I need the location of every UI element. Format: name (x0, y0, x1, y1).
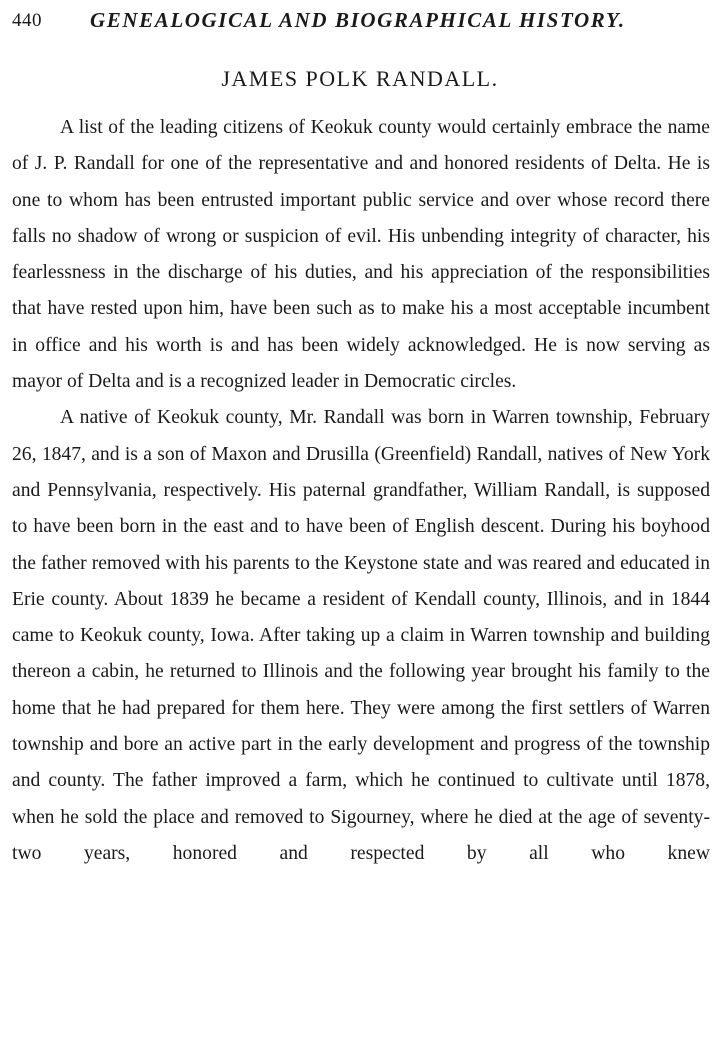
paragraph-2: A native of Keokuk county, Mr. Randall was born in Warren township, February 26, 1847, and is a son of Maxon and Drusilla (Greenfield) Randall, natives of New York and Pennsylvania, respectively. His paternal grandfather, William Randall, is supposed to have been born in the east and to have been of English descent. During his boyhood the father removed with his parents to the Keystone state and was reared and educated in Erie county. About 1839 he became a resident of Kendall county, Illinois, and in 1844 came to Keokuk county, Iowa. After taking up a claim in Warren township and building thereon a cabin, he returned to Illinois and the following year brought his family to the home that he had prepared for them here. They were among the first settlers of Warren township and bore an active part in the early development and progress of the township and county. The father improved a farm, which he continued to cultivate until 1878, when he sold the place and removed to Sigourney, where he died at the age of seventy-two years, honored and respected by all who knew (12, 407, 710, 864)
page-number: 440 (12, 10, 42, 31)
article-title: JAMES POLK RANDALL. (221, 66, 499, 91)
book-title: GENEALOGICAL AND BIOGRAPHICAL HISTORY. (90, 8, 626, 32)
article-body (12, 110, 710, 872)
paragraph-1: A list of the leading citizens of Keokuk county would certainly embrace the name of J. P. Randall for one of the representative and and honored residents of Delta. He is one to whom has been entrusted important public service and over whose record there falls no shadow of wrong or suspicion of evil. His unbending integrity of character, his fearlessness in the discharge of his duties, and his appreciation of the responsibilities that have rested upon him, have been such as to make his a most acceptable incumbent in office and his worth is and has been widely acknowledged. He is now serving as mayor of Delta and is a recognized leader in Democratic circles. (12, 117, 710, 393)
running-head (12, 8, 708, 36)
